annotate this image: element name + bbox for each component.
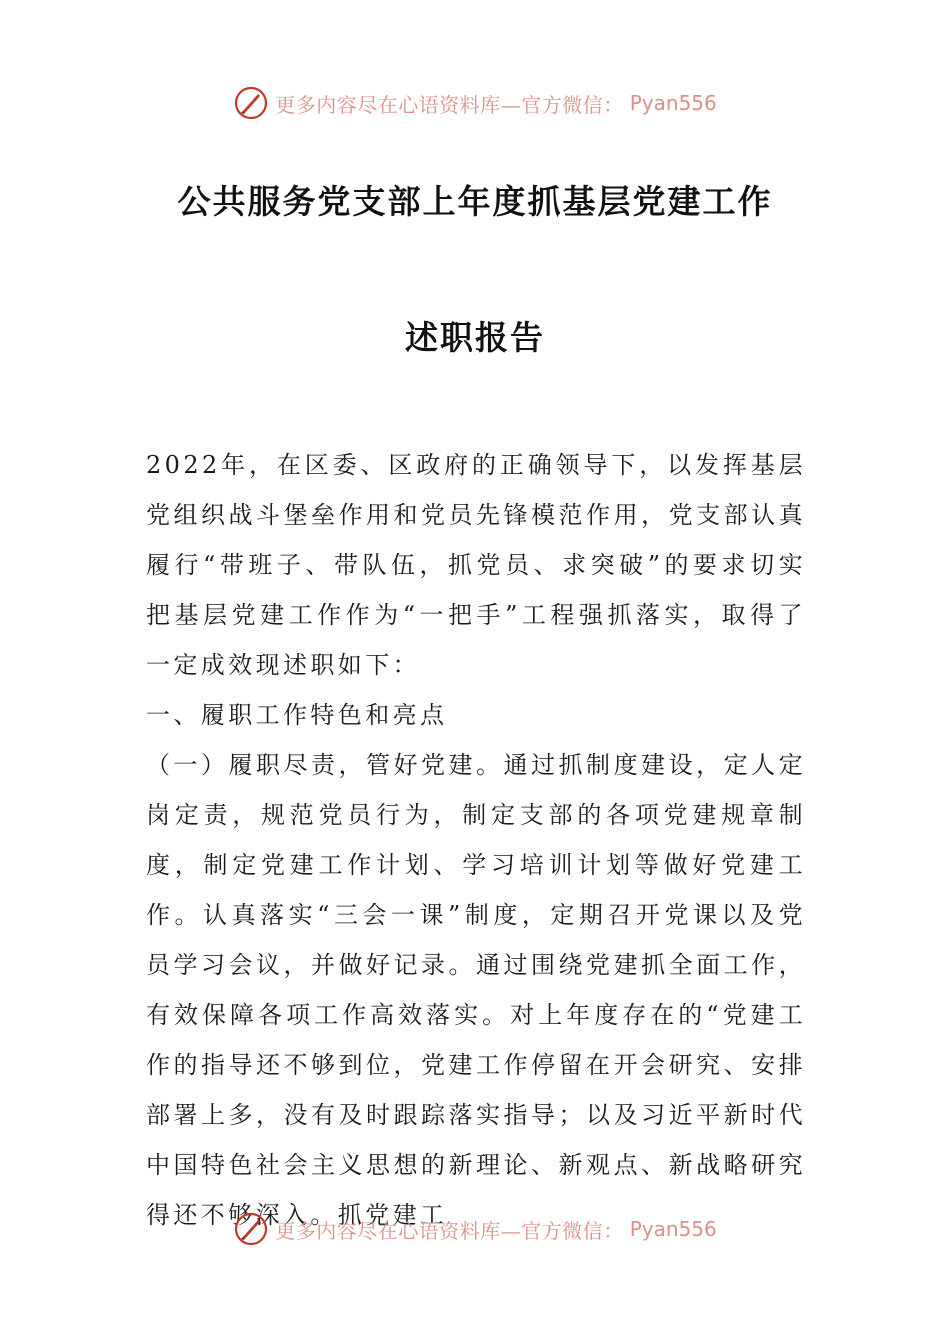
quill-logo-icon (233, 1211, 269, 1247)
quill-logo-icon (233, 85, 269, 121)
document-title-line1: 公共服务党支部上年度抓基层党建工作 (177, 182, 773, 221)
document-title-line2: 述职报告 (405, 318, 545, 357)
watermark-text: 更多内容尽在心语资料库—官方微信： (275, 92, 624, 117)
paragraph-subsection-1: （一）履职尽责，管好党建。通过抓制度建设，定人定岗定责，规范党员行为，制定支部的各项党建规章制度，制定党建工作计划、学习培训计划等做好党建工作。认真落实“三会一课”制度，定期召开党课以及党员学习会议，并做好记录。通过围绕党建抓全面工作，有效保障各项工作高效落实。对上年度存在的“党建工作的指导还不够到位，党建工作停留在开会研究、安排部署上多，没有及时跟踪落实指导；以及习近平新时代中国特色社会主义思想的新理论、新观点、新战略研究得还不够深入。抓党建工 (146, 751, 806, 1229)
footer-watermark (0, 1209, 950, 1249)
paragraph-intro: 2022年，在区委、区政府的正确领导下，以发挥基层党组织战斗堡垒作用和党员先锋模范作用，党支部认真履行“带班子、带队伍，抓党员、求突破”的要求切实把基层党建工作作为“一把手”工程强抓落实，取得了一定成效现述职如下： (146, 451, 806, 679)
watermark-wechat-id: Pyan556 (629, 91, 717, 115)
watermark-text: 更多内容尽在心语资料库—官方微信： (275, 1218, 624, 1243)
watermark-wechat-id: Pyan556 (629, 1217, 717, 1241)
section-heading: 一、履职工作特色和亮点 (146, 701, 448, 729)
header-watermark (0, 83, 950, 123)
document-body (146, 440, 806, 1240)
